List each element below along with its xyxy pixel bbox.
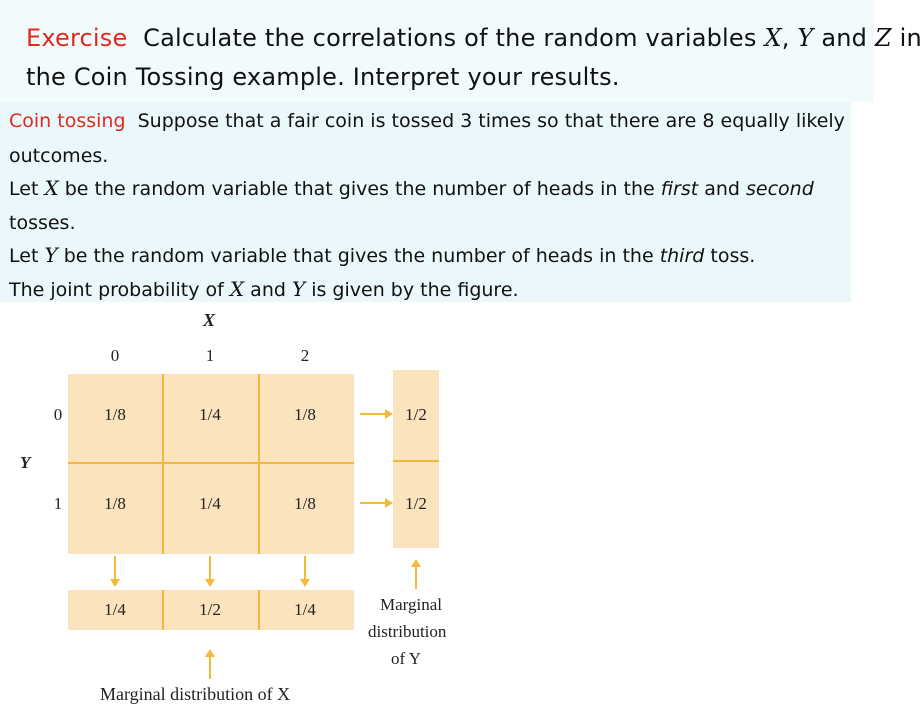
marginal-y-caption-2: distribution xyxy=(368,622,447,641)
x-value-1: 1 xyxy=(205,346,215,365)
y-value-1: 1 xyxy=(53,494,63,513)
exercise-header xyxy=(0,0,922,102)
exercise-line-1: Exercise Calculate the correlations of the random variables X, Y and Z in xyxy=(26,24,922,52)
marginal-x-divider-1 xyxy=(162,590,164,630)
box-line-6-post: is given by the figure. xyxy=(311,279,519,301)
marginal-y-caption-1: Marginal xyxy=(380,595,443,614)
toss-word: toss. xyxy=(710,245,756,267)
box-line-1 xyxy=(9,110,845,132)
first-word: first xyxy=(660,178,699,200)
marginal-x-divider-2 xyxy=(258,590,260,630)
joint-cell: 1/8 xyxy=(294,405,316,424)
arrow-right-icon xyxy=(358,496,394,510)
exercise-text-1: Calculate the correlations of the random variables xyxy=(143,24,757,52)
joint-cell: 1/8 xyxy=(104,494,126,513)
box-line-5-text: be the random variable that gives the number of heads in the xyxy=(63,245,654,267)
var-y: Y xyxy=(797,24,814,52)
joint-cell: 1/8 xyxy=(104,405,126,424)
arrow-up-icon xyxy=(203,648,217,680)
y-axis-label: Y xyxy=(20,453,31,472)
marginal-x-caption: Marginal distribution of X xyxy=(100,684,291,704)
marginal-x-cell: 1/2 xyxy=(199,600,221,619)
joint-cell: 1/8 xyxy=(294,494,316,513)
and-word-2: and xyxy=(704,178,740,200)
box-var-y-2: Y xyxy=(291,277,306,301)
marginal-y-block xyxy=(393,370,439,548)
marginal-y-caption-3: of Y xyxy=(391,649,422,668)
x-value-2: 2 xyxy=(300,346,310,365)
box-line-6-pre: The joint probability of xyxy=(9,279,224,301)
joint-table xyxy=(68,374,354,554)
and-word-3: and xyxy=(250,279,286,301)
box-line-5 xyxy=(9,243,755,267)
box-var-y: Y xyxy=(44,243,58,267)
arrow-down-icon xyxy=(108,556,122,588)
and-word: and xyxy=(821,24,868,52)
marginal-y-divider xyxy=(393,460,439,462)
arrow-right-icon xyxy=(358,407,394,421)
var-x: X xyxy=(764,24,782,52)
let-word: Let xyxy=(9,178,39,200)
arrow-down-icon xyxy=(298,556,312,588)
arrow-down-icon xyxy=(203,556,217,588)
exercise-label: Exercise xyxy=(26,24,128,52)
box-line-2: outcomes. xyxy=(9,145,109,167)
let-word-2: Let xyxy=(9,245,39,267)
marginal-x-cell: 1/4 xyxy=(104,600,126,619)
x-value-0: 0 xyxy=(110,346,120,365)
coin-tossing-box xyxy=(0,102,851,302)
in-word: in xyxy=(899,24,922,52)
marginal-y-cell: 1/2 xyxy=(405,494,427,513)
joint-probability-figure xyxy=(0,302,874,719)
box-title: Coin tossing xyxy=(9,110,126,132)
box-line-6 xyxy=(9,277,519,301)
second-word: second xyxy=(746,178,814,200)
box-line-4: tosses. xyxy=(9,212,76,234)
var-z: Z xyxy=(874,24,892,52)
marginal-x-cell: 1/4 xyxy=(294,600,316,619)
box-var-x: X xyxy=(44,176,59,200)
joint-divider-h xyxy=(68,462,354,464)
x-axis-label: X xyxy=(203,310,216,330)
third-word: third xyxy=(659,245,705,267)
box-line-1-text: Suppose that a fair coin is tossed 3 times so that there are 8 equally likely xyxy=(137,110,845,132)
marginal-y-cell: 1/2 xyxy=(405,405,427,424)
joint-divider-v2 xyxy=(258,374,260,554)
box-line-3-text: be the random variable that gives the number of heads in the xyxy=(64,178,655,200)
arrow-up-icon xyxy=(409,558,423,590)
box-var-x-2: X xyxy=(229,277,245,301)
joint-cell: 1/4 xyxy=(199,494,221,513)
exercise-line-2: the Coin Tossing example. Interpret your results. xyxy=(26,63,620,91)
joint-cell: 1/4 xyxy=(199,405,221,424)
y-value-0: 0 xyxy=(53,405,63,424)
joint-divider-v1 xyxy=(162,374,164,554)
box-line-3 xyxy=(9,176,814,200)
